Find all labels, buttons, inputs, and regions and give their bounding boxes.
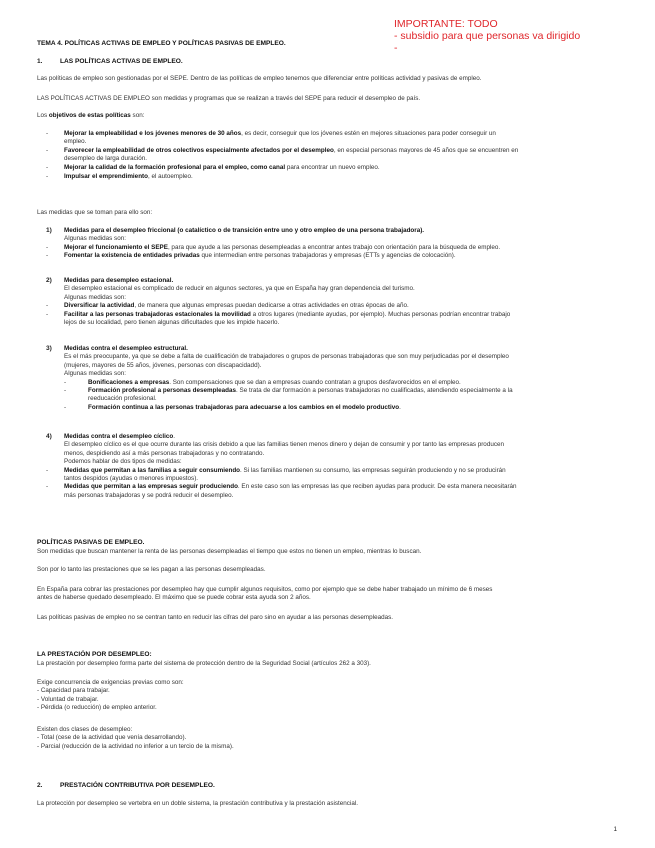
measure-2-title: Medidas para desempleo estacional. bbox=[64, 277, 174, 284]
pasivas-p3: En España para cobrar las prestaciones por desempleo hay que cumplir algunos requisitos, como por ejemplo que se debe haber trabajado un mínimo de 6 meses antes de haberse quedado desempleado. El máximo que se puede cobrar esta ayuda son 2 años. bbox=[37, 586, 493, 602]
measure-4-text-2: menos, despidiendo así a más personas trabajadoras y no contratando. bbox=[64, 449, 265, 457]
note-line-1: IMPORTANTE: TODO bbox=[394, 18, 498, 30]
measure-4-text-1: El desempleo cíclico es el que ocurre durante las crisis debido a que las familias tienen menos dinero y dejan de consumir y por tanto las empresas producen bbox=[64, 441, 504, 449]
measure-2-number: 2) bbox=[46, 277, 52, 284]
measure-3-some: Algunas medidas son: bbox=[64, 370, 126, 378]
prestacion-title: LA PRESTACIÓN POR DESEMPLEO: bbox=[37, 651, 152, 658]
list-item: - Capacidad para trabajar. bbox=[37, 687, 110, 695]
s2-paragraph-1: La protección por desempleo se vertebra en un doble sistema, la prestación contributiva y la prestación asistencial. bbox=[37, 800, 358, 807]
list-item: - Formación continua a las personas trabajadoras para adecuarse a los cambios en el modelo productivo. bbox=[64, 403, 401, 411]
list-item: - Total (cese de la actividad que venía desarrollando). bbox=[37, 734, 187, 742]
kinds-intro: Existen dos clases de desempleo: bbox=[37, 726, 133, 733]
section-1-title: LAS POLÍTICAS ACTIVAS DE EMPLEO. bbox=[60, 58, 183, 65]
list-item: - Voluntad de trabajar. bbox=[37, 695, 99, 703]
list-item: - Facilitar a las personas trabajadoras estacionales la movilidad a otros lugares (mediante ayudas, por ejemplo). Muchas personas podrían encontrar trabajo lejos de su localidad, pero tienen algunas dificultades que les impide hacerlo. bbox=[46, 310, 511, 327]
s1-paragraph-1: Las políticas de empleo son gestionadas por el SEPE. Dentro de las políticas de empleo tenemos que diferenciar entre políticas actividad y pasivas de empleo. bbox=[37, 75, 482, 82]
note-line-2: - subsidio para que personas va dirigido bbox=[394, 30, 581, 42]
list-item: - Formación profesional a personas desempleadas. Se trata de dar formación a personas trabajadoras no cualificadas, atendiendo especialmente a la reeducación profesional. bbox=[64, 387, 513, 403]
measure-2-block bbox=[46, 277, 624, 327]
document-page: IMPORTANTE: TODO - subsidio para que personas va dirigido - TEMA 4. POLÍTICAS ACTIVAS DE EMPLEO Y POLÍTICAS PASIVAS DE EMPLEO. 1. LAS POLÍTICAS ACTIVAS DE EMPLEO. Las políticas de empleo son gestionadas por el SEPE. Dentro de las políticas de empleo tenemos que diferenciar entre políticas actividad y pasivas de empleo. LAS POLÍTICAS ACTIVAS DE EMPLEO son medidas y programas que se realizan a través del SEPE para reducir el desempleo de país. Los objetivos de estas políticas son: - Mejorar la empleabilidad e los jóvenes menores de 30 años, es decir, conseguir que los jóvenes estén en mejores situaciones para poder conseguir un empleo. - Favorecer la empleabilidad de otros colectivos especialmente afectados por el desempleo, en especial personas mayores de 45 años que se encuentren en desempleo de larga duración. - Mejorar la calidad de la formación profesional para el empleo, como canal para encontrar un nuevo empleo. - Impulsar el emprendimiento, el autoempleo. Las medidas que se toman para ello son: 1) Medidas para el desempleo friccional (o catalíctico o de transición entre uno y otro empleo de una persona trabajadora). Algunas medidas son: - Mejorar el funcionamiento el SEPE, para que ayude a las personas desempleadas a encontrar antes trabajo con orientación para la búsqueda de empleo. - Fomentar la existencia de entidades privadas que intermedian entre personas trabajadoras y empresas (ETTs y agencias de colocación). 2) Medidas para desempleo estacional. El desempleo estacional es complicado de reducir en algunos sectores, ya que en España hay gran dependencia del turismo. Algunas medidas son: - Diversificar la actividad, de manera que algunas empresas puedan dedicarse a otras actividades en otras épocas de año. - Facilitar a las personas trabajadoras estacionales la movilidad a otros lugares (mediante ayudas, por ejemplo). Muchas personas podrían encontrar trabajo lejos de su localidad, pero tienen algunas dificultades que les impide hacerlo. 3) Medidas contra el desempleo estructural. Es el más preocupante, ya que se debe a falta de cualificación de trabajadores o grupos de personas trabajadoras que son muy perjudicadas por el desempleo (mujeres, mayores de 55 años, jóvenes, personas con discapacidadd). Algunas medidas son: - Bonificaciones a empresas. Son compensaciones que se dan a empresas cuando contratan a grupos desfavorecidos en el empleo. - Formación profesional a personas desempleadas. Se trata de dar formación a personas trabajadoras no cualificadas, atendiendo especialmente a la reeducación profesional. - Formación continua a las personas trabajadoras para adecuarse a los cambios en el modelo productivo. 4) Medidas contra el desempleo cíclico. El desempleo cíclico es el que ocurre durante las crisis debido a que las familias tienen menos dinero y dejan de consumir y por tanto las empresas producen menos, despidiendo así a más personas trabajadoras y no contratando. Podemos hablar de dos tipos de medidas: - Medidas que permitan a las familias a seguir consumiendo. Si las familias mantienen su consumo, las empresas seguirán produciendo y no se producirán tantos despidos (ayudas o menores impuestos). - Medidas que permitan a las empresas seguir produciendo. En este caso son las empresas las que reciben ayudas para producir. De esta manera necesitarán más personas trabajadoras y se podrá reducir el desempleo. POLÍTICAS PASIVAS DE EMPLEO. Son medidas que buscan mantener la renta de las personas desempleadas el tiempo que estos no tienen un empleo, mientras lo buscan. Son por lo tanto las prestaciones que se les pagan a las personas desempleadas. En España para cobrar las prestaciones por desempleo hay que cumplir algunos requisitos, como por ejemplo que se debe haber trabajado un mínimo de 6 meses antes de haberse quedado desempleado. El máximo que se puede cobrar esta ayuda son 2 años. Las políticas pasivas de empleo no se centran tanto en reducir las cifras del paro sino en ayudar a las personas desempleadas. LA PRESTACIÓN POR DESEMPLEO: La prestación por desempleo forma parte del sistema de protección dentro de la Seguridad Social (artículos 262 a 303). Exige concurrencia de exigencias previas como son: - Capacidad para trabajar. - Voluntad de trabajar. - Pérdida (o reducción) de empleo anterior. Existen dos clases de desempleo: - Total (cese de la actividad que venía desarrollando). - Parcial (reducción de la actividad no inferior a un tercio de la misma). 2. PRESTACIÓN CONTRIBUTIVA POR DESEMPLEO. La protección por desempleo se vertebra en un doble sistema, la prestación contributiva y la prestación asistencial. 1 bbox=[0, 0, 655, 848]
section-2-number: 2. bbox=[37, 782, 43, 789]
requirements-block bbox=[37, 679, 184, 713]
measure-1-number: 1) bbox=[46, 227, 52, 234]
measure-1-some: Algunas medidas son: bbox=[64, 235, 126, 243]
pasivas-p2: Son por lo tanto las prestaciones que se les pagan a las personas desempleadas. bbox=[37, 566, 266, 573]
pasivas-p1: Son medidas que buscan mantener la renta de las personas desempleadas el tiempo que estos no tienen un empleo, mientras lo buscan. bbox=[37, 548, 422, 555]
document-title: TEMA 4. POLÍTICAS ACTIVAS DE EMPLEO Y POLÍTICAS PASIVAS DE EMPLEO. bbox=[37, 40, 286, 47]
page-number: 1 bbox=[613, 826, 617, 833]
measure-4-text-3: Podemos hablar de dos tipos de medidas: bbox=[64, 458, 182, 466]
measure-4-title-line: Medidas contra el desempleo cíclico. bbox=[64, 433, 175, 440]
note-line-3: - bbox=[394, 42, 398, 54]
list-item: - Diversificar la actividad, de manera que algunas empresas puedan dedicarse a otras actividades en otras épocas de año. bbox=[46, 302, 409, 310]
objectives-intro: Los objetivos de estas políticas son: bbox=[37, 112, 145, 119]
list-item: - Bonificaciones a empresas. Son compensaciones que se dan a empresas cuando contratan a grupos desfavorecidos en el empleo. bbox=[64, 378, 461, 386]
measure-3-block bbox=[64, 345, 624, 412]
list-item: - Medidas que permitan a las empresas seguir produciendo. En este caso son las empresas las que reciben ayudas para producir. De esta manera necesitarán más personas trabajadoras y se podrá reducir el desempleo. bbox=[46, 483, 517, 499]
measure-4-number: 4) bbox=[46, 433, 52, 440]
list-item: - Pérdida (o reducción) de empleo anterior. bbox=[37, 704, 157, 712]
measures-intro: Las medidas que se toman para ello son: bbox=[37, 209, 153, 216]
measure-1-block bbox=[46, 227, 624, 261]
section-2-title: PRESTACIÓN CONTRIBUTIVA POR DESEMPLEO. bbox=[60, 782, 215, 789]
list-item: - Fomentar la existencia de entidades privadas que intermedian entre personas trabajadoras y empresas (ETTs y agencias de colocación). bbox=[46, 252, 456, 260]
requirements-intro: Exige concurrencia de exigencias previas como son: bbox=[37, 679, 184, 686]
list-item: - Medidas que permitan a las familias a seguir consumiendo. Si las familias mantienen su consumo, las empresas seguirán produciendo y no se producirán tantos despidos (ayudas o menores impuestos). bbox=[46, 466, 506, 483]
section-1-number: 1. bbox=[37, 58, 43, 65]
measure-3-number: 3) bbox=[46, 345, 52, 352]
prestacion-p1: La prestación por desempleo forma parte del sistema de protección dentro de la Seguridad Social (artículos 262 a 303). bbox=[37, 660, 371, 667]
measure-1-title: Medidas para el desempleo friccional (o catalíctico o de transición entre uno y otro empleo de una persona trabajadora). bbox=[64, 227, 425, 234]
list-item: - Parcial (reducción de la actividad no inferior a un tercio de la misma). bbox=[37, 742, 234, 750]
pasivas-p4: Las políticas pasivas de empleo no se centran tanto en reducir las cifras del paro sino en ayudar a las personas desempleadas. bbox=[37, 614, 393, 621]
measure-3-text-1: Es el más preocupante, ya que se debe a falta de cualificación de trabajadores o grupos de personas trabajadoras que son muy perjudicadas por el desempleo bbox=[64, 353, 509, 361]
measure-3-text-2: (mujeres, mayores de 55 años, jóvenes, personas con discapacidadd). bbox=[64, 361, 262, 369]
measure-4-block bbox=[46, 433, 624, 500]
measure-2-some: Algunas medidas son: bbox=[64, 293, 126, 301]
handwritten-note bbox=[394, 18, 580, 54]
s1-paragraph-2: LAS POLÍTICAS ACTIVAS DE EMPLEO son medidas y programas que se realizan a través del SEPE para reducir el desempleo de país. bbox=[37, 95, 421, 102]
measure-3-title: Medidas contra el desempleo estructural. bbox=[64, 345, 188, 352]
pasivas-title: POLÍTICAS PASIVAS DE EMPLEO. bbox=[37, 539, 145, 546]
kinds-block bbox=[37, 726, 234, 751]
list-item: - Mejorar el funcionamiento el SEPE, para que ayude a las personas desempleadas a encontrar antes trabajo con orientación para la búsqueda de empleo. bbox=[46, 243, 501, 251]
measure-2-text: El desempleo estacional es complicado de reducir en algunos sectores, ya que en España hay gran dependencia del turismo. bbox=[64, 285, 415, 293]
